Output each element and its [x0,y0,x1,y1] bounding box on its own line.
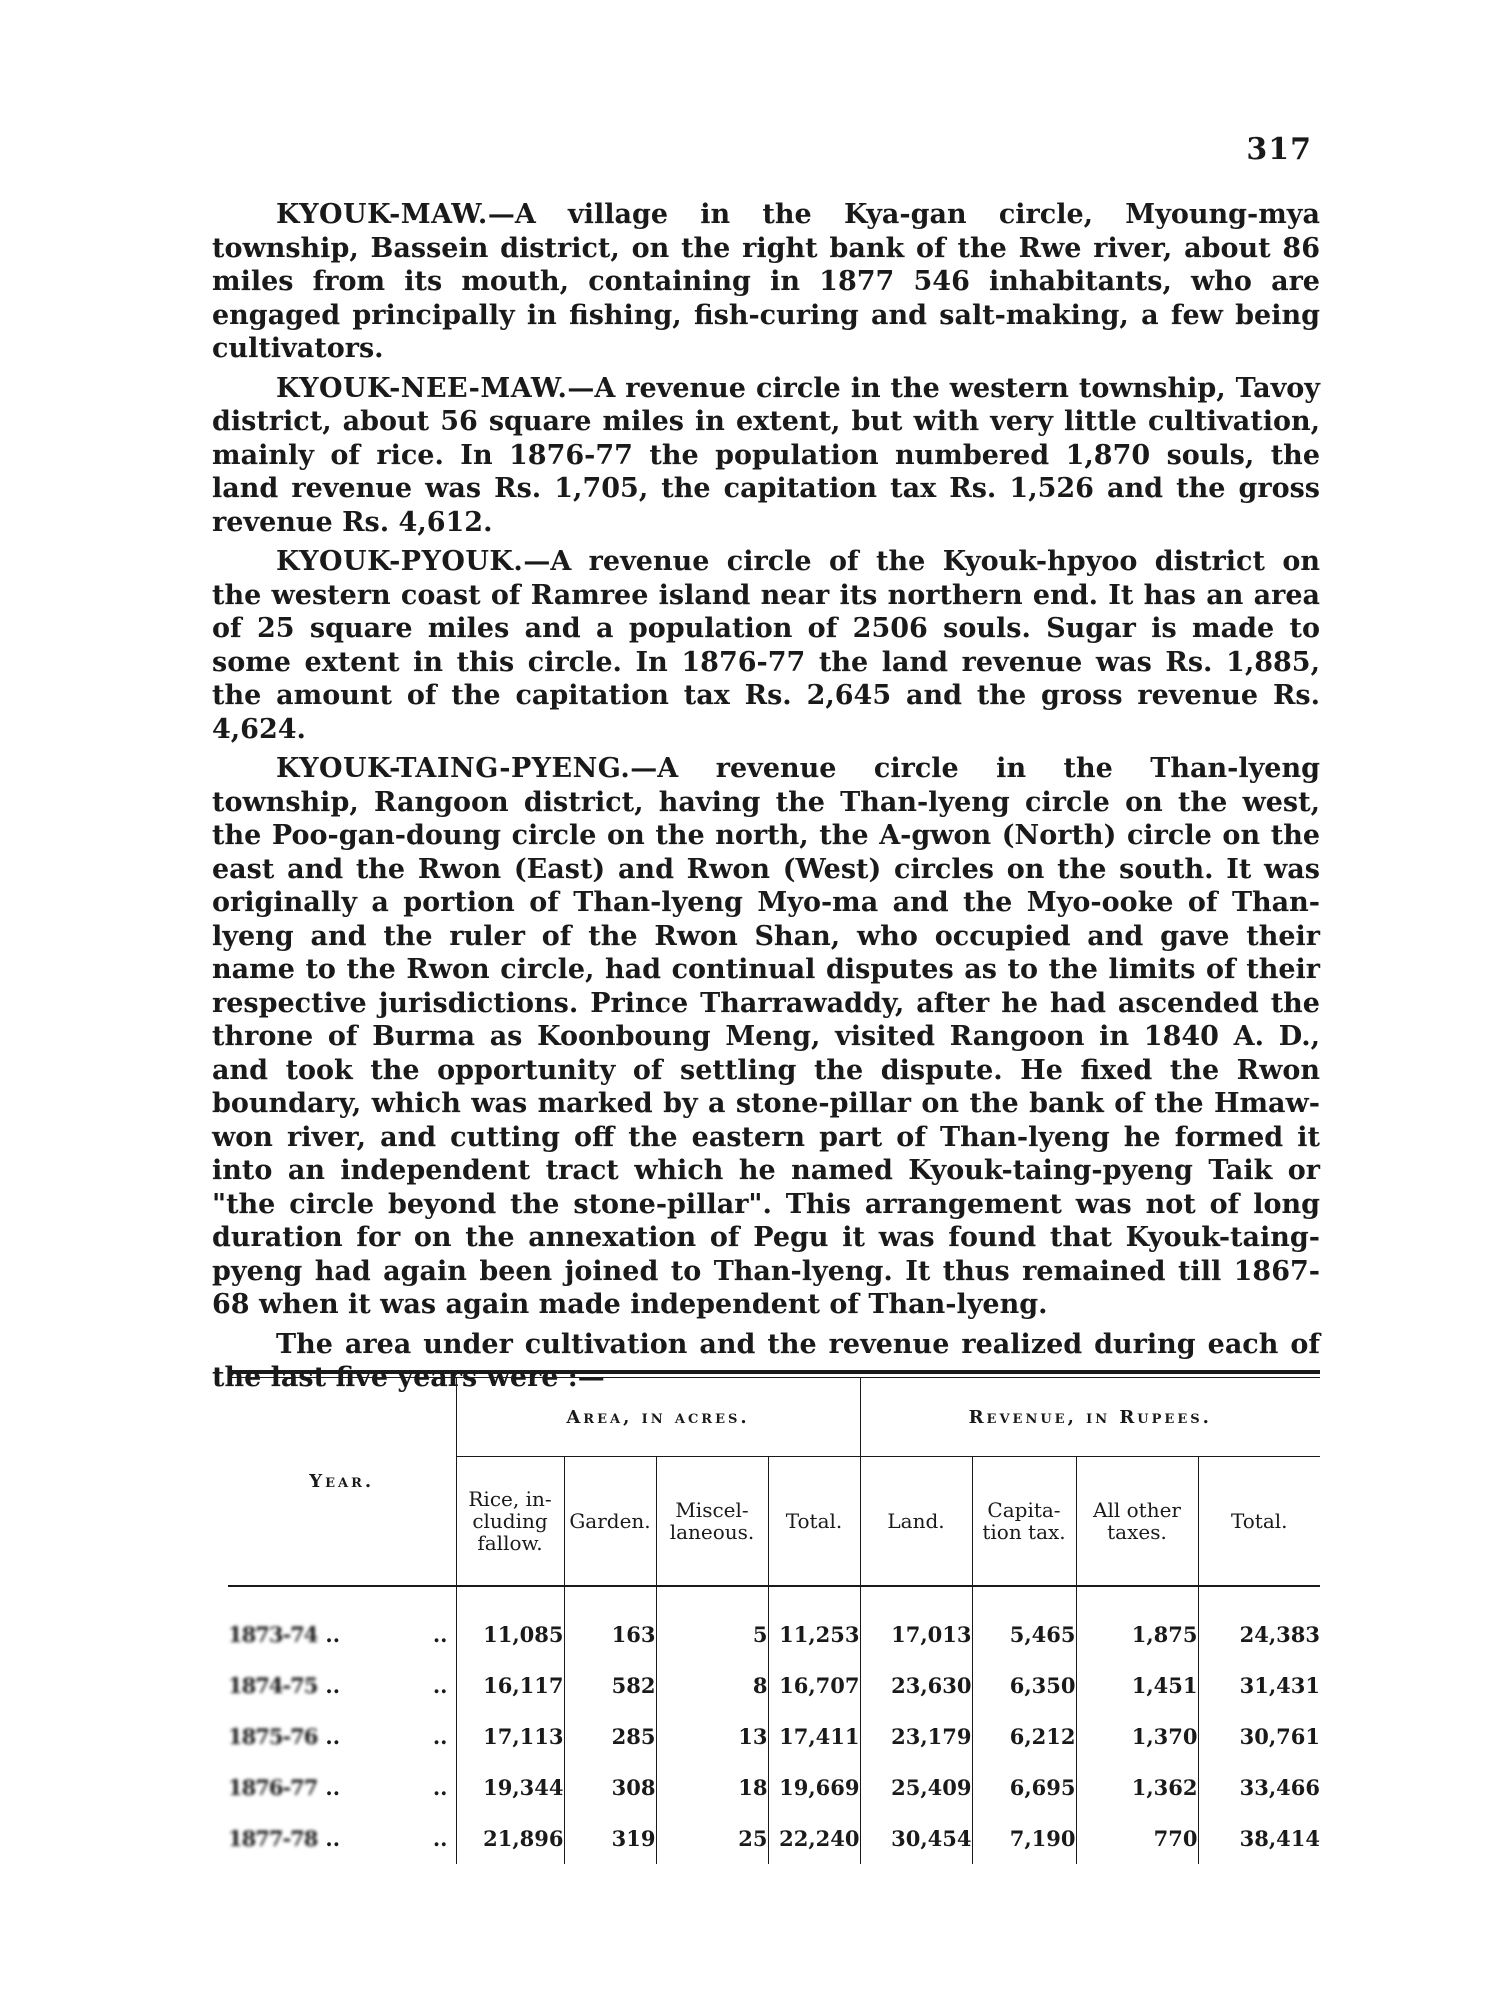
revenue-table [228,1378,1320,1864]
entry-text: —A revenue circle of the Kyouk-hpyoo district on the western coast of Ramree island near its northern end. It has an area of 25 square miles and a population of 2506 souls. Sugar is made to some extent in this circle. In 1876-77 the land revenue was Rs. 1,885, the amount of the capitation tax Rs. 2,645 and the gross revenue Rs. 4,624. [212,546,1320,745]
table-cell: 23,179 [860,1711,972,1762]
table-cell: 319 [564,1813,656,1864]
table-cell: 308 [564,1762,656,1813]
entry-kyouk-nee-maw [212,372,1320,540]
table-cell: 1,370 [1076,1711,1198,1762]
table-row [228,1586,1320,1660]
table-row [228,1762,1320,1813]
column-header [972,1457,1076,1587]
table-cell: 1,362 [1076,1762,1198,1813]
table-cell: 16,117 [456,1660,564,1711]
table-cell: 22,240 [768,1813,860,1864]
leader-dots: .. [432,1724,448,1749]
entry-kyouk-pyouk [212,545,1320,746]
year-column-header: Year. [228,1378,456,1586]
year-cell [228,1660,456,1711]
column-header-line: Garden. [569,1509,651,1533]
table-cell: 6,695 [972,1762,1076,1813]
year-label: 1877-78 [228,1826,318,1851]
table-top-rule [228,1370,1320,1374]
table-cell: 23,630 [860,1660,972,1711]
table-row [228,1813,1320,1864]
leader-dots: .. [325,1775,341,1800]
table-cell: 11,253 [768,1586,860,1660]
column-header [456,1457,564,1587]
column-header-line: Total. [785,1509,843,1533]
column-header-line: Land. [887,1509,945,1533]
table-cell: 5 [656,1586,768,1660]
leader-dots: .. [432,1826,448,1851]
column-header-line: fallow. [477,1531,543,1555]
table-cell: 13 [656,1711,768,1762]
table-cell: 163 [564,1586,656,1660]
table-cell: 5,465 [972,1586,1076,1660]
entry-text: —A village in the Kya-gan circle, Myoung-mya township, Bassein district, on the right bank of the Rwe river, about 86 miles from its mouth, containing in 1877 546 inhabitants, who are engaged principally in fishing, fish-curing and salt-making, a few being cultivators. [212,199,1320,364]
table-cell: 17,411 [768,1711,860,1762]
table-cell: 7,190 [972,1813,1076,1864]
entry-text: —A revenue circle in the western township, Tavoy district, about 56 square miles in extent, but with very little cultivation, mainly of rice. In 1876-77 the population numbered 1,870 souls, the land revenue was Rs. 1,705, the capitation tax Rs. 1,526 and the gross revenue Rs. 4,612. [212,372,1320,538]
revenue-group-header: Revenue, in Rupees. [860,1378,1320,1457]
leader-dots: .. [325,1724,341,1749]
table-cell: 582 [564,1660,656,1711]
table-cell: 33,466 [1198,1762,1320,1813]
entry-kyouk-taing-pyeng [212,752,1320,1322]
entry-heading: KYOUK-TAING-PYENG. [276,753,631,784]
table-cell: 6,350 [972,1660,1076,1711]
year-cell [228,1762,456,1813]
area-group-header: Area, in acres. [456,1378,860,1457]
entry-text: —A revenue circle in the Than-lyeng township, Rangoon district, having the Than-lyeng circle on the west, the Poo-gan-doung circle on the north, the A-gwon (North) circle on the east and the Rwon (East) and Rwon (West) circles on the south. It was originally a portion of Than-lyeng Myo-ma and the Myo-ooke of Than-lyeng and the ruler of the Rwon Shan, who occupied and gave their name to the Rwon circle, had continual disputes as to the limits of their respective jurisdictions. Prince Tharrawaddy, after he had ascended the throne of Burma as Koonboung Meng, visited Rangoon in 1840 A. D., and took the opportunity of settling the dispute. He fixed the Rwon boundary, which was marked by a stone-pillar on the bank of the Hmaw-won river, and cutting off the eastern part of Than-lyeng he formed it into an independent tract which he named Kyouk-taing-pyeng Taik or "the circle beyond the stone-pillar". This arrangement was not of long duration for on the annexation of Pegu it was found that Kyouk-taing-pyeng had again been joined to Than-lyeng. It thus remained till 1867-68 when it was again made independent of Than-lyeng. [212,753,1320,1320]
column-header [1198,1457,1320,1587]
table-cell: 285 [564,1711,656,1762]
leader-dots: .. [432,1673,448,1698]
table-cell: 16,707 [768,1660,860,1711]
leader-dots: .. [432,1622,448,1647]
column-header [564,1457,656,1587]
table-cell: 18 [656,1762,768,1813]
entry-heading: KYOUK-NEE-MAW. [276,372,568,404]
column-header [860,1457,972,1587]
table-cell: 25 [656,1813,768,1864]
table-row [228,1711,1320,1762]
table-cell: 19,669 [768,1762,860,1813]
table-cell: 31,431 [1198,1660,1320,1711]
column-header-line: tion tax. [982,1520,1066,1544]
column-header [656,1457,768,1587]
table-cell: 1,451 [1076,1660,1198,1711]
column-header-line: taxes. [1107,1520,1167,1544]
column-header [1076,1457,1198,1587]
column-header-line: Capita- [987,1498,1061,1522]
table-cell: 11,085 [456,1586,564,1660]
table-cell: 1,875 [1076,1586,1198,1660]
table-cell: 30,761 [1198,1711,1320,1762]
table-cell: 30,454 [860,1813,972,1864]
column-header-line: All other [1093,1498,1181,1522]
table-cell: 17,013 [860,1586,972,1660]
table-cell: 25,409 [860,1762,972,1813]
table-cell: 770 [1076,1813,1198,1864]
table-cell: 21,896 [456,1813,564,1864]
column-header-line: Rice, in- [468,1487,552,1511]
entry-kyouk-maw [212,198,1320,366]
year-cell [228,1813,456,1864]
leader-dots: .. [325,1826,341,1851]
leader-dots: .. [325,1622,341,1647]
year-label: 1876-77 [228,1775,318,1800]
table-cell: 38,414 [1198,1813,1320,1864]
leader-dots: .. [432,1775,448,1800]
year-label: 1873-74 [228,1622,318,1647]
table-cell: 6,212 [972,1711,1076,1762]
column-header-line: Miscel- [675,1498,749,1522]
column-header-line: laneous. [669,1520,755,1544]
column-header-line: Total. [1230,1509,1288,1533]
table-row [228,1660,1320,1711]
table-cell: 17,113 [456,1711,564,1762]
year-label: 1874-75 [228,1673,318,1698]
year-label: 1875-76 [228,1724,318,1749]
column-header [768,1457,860,1587]
entry-heading: KYOUK-PYOUK. [276,546,524,577]
table-cell: 19,344 [456,1762,564,1813]
table-cell: 8 [656,1660,768,1711]
table-intro: The area under cultivation and the revenue realized during each of the last five years were :— [212,1328,1320,1393]
body-text [212,198,1320,1401]
page-number: 317 [1246,132,1312,167]
leader-dots: .. [325,1673,341,1698]
entry-heading: KYOUK-MAW. [276,199,488,230]
table-cell: 24,383 [1198,1586,1320,1660]
year-cell [228,1711,456,1762]
column-header-line: cluding [472,1509,548,1533]
revenue-table-wrapper [228,1370,1320,1864]
year-cell [228,1586,456,1660]
